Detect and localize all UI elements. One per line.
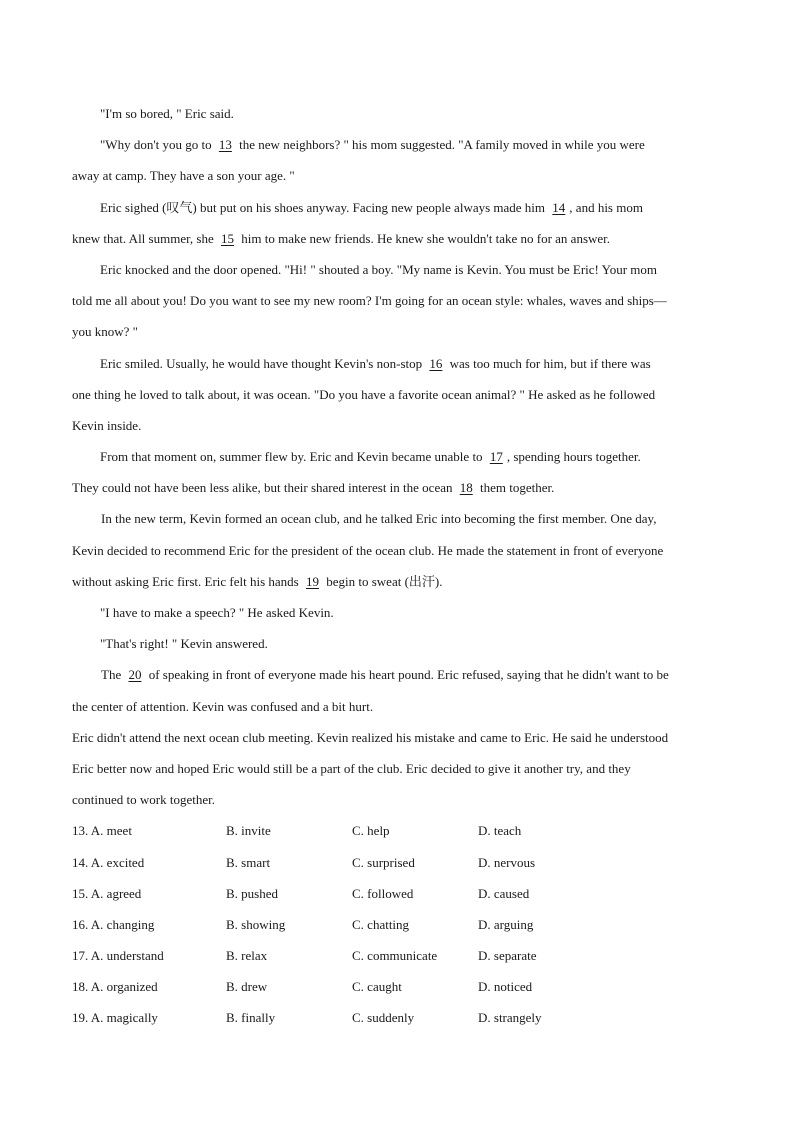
question-option-b: B. relax [226,948,268,964]
passage-text: him to make new friends. He knew she wouldn't take no for an answer. [238,230,611,246]
passage-line [72,659,722,690]
document-page [72,98,722,1034]
passage-line [72,503,722,534]
question-row [72,971,722,1002]
passage-text: them together. [476,480,555,496]
passage-line [72,441,722,472]
question-option-a: 18. A. organized [72,979,158,995]
passage-text: Kevin decided to recommend Eric for the president of the ocean club. He made the statement in front of everyone [72,542,664,558]
passage-text: the new neighbors? " his mom suggested. "A family moved in while you were [235,137,645,153]
passage-line [72,410,722,441]
passage-line [72,784,722,815]
passage-text: the center of attention. Kevin was confused and a bit hurt. [72,698,374,714]
passage-text: They could not have been less alike, but their shared interest in the ocean [72,480,456,496]
question-option-a: 17. A. understand [72,948,164,964]
answer-blank: 15 [221,230,234,246]
question-row [72,815,722,846]
passage-line [72,472,722,503]
passage-text: , and his mom [569,199,643,215]
passage-text: of speaking in front of everyone made his heart pound. Eric refused, saying that he didn't want to be [145,667,669,683]
passage-text: one thing he loved to talk about, it was ocean. "Do you have a favorite ocean animal? " He asked as he followed [72,386,656,402]
passage-text: "I'm so bored, " Eric said. [100,106,234,121]
passage-line [72,285,722,316]
question-option-d: D. caused [478,885,530,901]
question-row [72,940,722,971]
passage-line [72,160,722,191]
passage-text: The [101,667,125,683]
passage-text: told me all about you! Do you want to see my new room? I'm going for an ocean style: whales, waves and ships— [72,293,667,309]
passage-line [72,98,722,129]
passage-text: Eric smiled. Usually, he would have thought Kevin's non-stop [100,355,426,371]
passage-text: Kevin inside. [72,417,142,433]
passage-line [72,691,722,722]
question-row [72,909,722,940]
passage-line [72,192,722,223]
answer-blank: 18 [459,480,473,496]
question-option-c: C. communicate [352,948,438,964]
options-list [72,815,722,1033]
question-option-a: 16. A. changing [72,916,155,932]
question-option-c: C. followed [352,885,414,901]
question-option-b: B. showing [226,916,286,932]
passage-line [72,722,722,753]
passage-text: Eric sighed (叹气) but put on his shoes anyway. Facing new people always made him [100,199,549,215]
question-option-a: 15. A. agreed [72,885,142,901]
question-option-b: B. drew [226,979,268,995]
passage-text: without asking Eric first. Eric felt his hands [72,573,302,589]
passage-text: In the new term, Kevin formed an ocean club, and he talked Eric into becoming the first member. One day, [101,511,657,527]
passage-line [72,254,722,285]
question-option-d: D. separate [478,948,537,964]
question-option-b: B. finally [226,1010,276,1026]
passage-text: begin to sweat (出汗). [322,573,443,589]
answer-blank: 17 [489,449,503,465]
passage-text: you know? " [72,324,138,340]
passage-line [72,628,722,659]
question-row [72,1002,722,1033]
question-option-b: B. smart [226,854,271,870]
passage-line [72,316,722,347]
passage-text: "I have to make a speech? " He asked Kevin. [100,605,334,620]
passage-line [72,379,722,410]
question-option-c: C. surprised [352,854,415,870]
question-option-b: B. invite [226,823,271,839]
passage-line [72,535,722,566]
passage-text: was too much for him, but if there was [446,355,651,371]
answer-blank: 13 [218,137,232,153]
passage-text: , spending hours together. [506,449,641,465]
question-option-a: 14. A. excited [72,854,145,870]
passage-text: knew that. All summer, she [72,230,217,246]
question-option-d: D. teach [478,823,522,839]
answer-blank: 14 [552,199,566,215]
question-option-d: D. strangely [478,1010,542,1026]
passage-line [72,597,722,628]
question-option-c: C. suddenly [352,1010,415,1026]
cloze-passage [72,98,722,815]
question-row [72,847,722,878]
question-option-b: B. pushed [226,885,278,901]
question-option-c: C. chatting [352,916,410,932]
passage-line [72,348,722,379]
passage-line [72,223,722,254]
passage-text: Eric knocked and the door opened. "Hi! " shouted a boy. "My name is Kevin. You must be Eric! Your mom [100,261,658,277]
passage-text: "That's right! " Kevin answered. [100,636,268,652]
question-option-c: C. caught [352,979,402,995]
passage-line [72,129,722,160]
answer-blank: 16 [429,355,443,371]
question-option-d: D. noticed [478,979,533,995]
passage-text: From that moment on, summer flew by. Eric and Kevin became unable to [100,449,486,465]
passage-text: Eric better now and hoped Eric would still be a part of the club. Eric decided to give it another try, and they [72,760,631,776]
question-row [72,878,722,909]
question-option-d: D. nervous [478,854,536,870]
question-option-d: D. arguing [478,916,534,932]
passage-line [72,566,722,597]
passage-text: Eric didn't attend the next ocean club meeting. Kevin realized his mistake and came to Eric. He said he understood [72,729,669,745]
question-option-a: 13. A. meet [72,823,132,839]
answer-blank: 20 [128,667,142,683]
answer-blank: 19 [305,573,319,589]
question-option-a: 19. A. magically [72,1010,158,1026]
passage-line [72,753,722,784]
question-option-c: C. help [352,823,390,839]
passage-text: "Why don't you go to [100,137,215,153]
passage-text: away at camp. They have a son your age. " [72,168,295,184]
passage-text: continued to work together. [72,792,215,808]
